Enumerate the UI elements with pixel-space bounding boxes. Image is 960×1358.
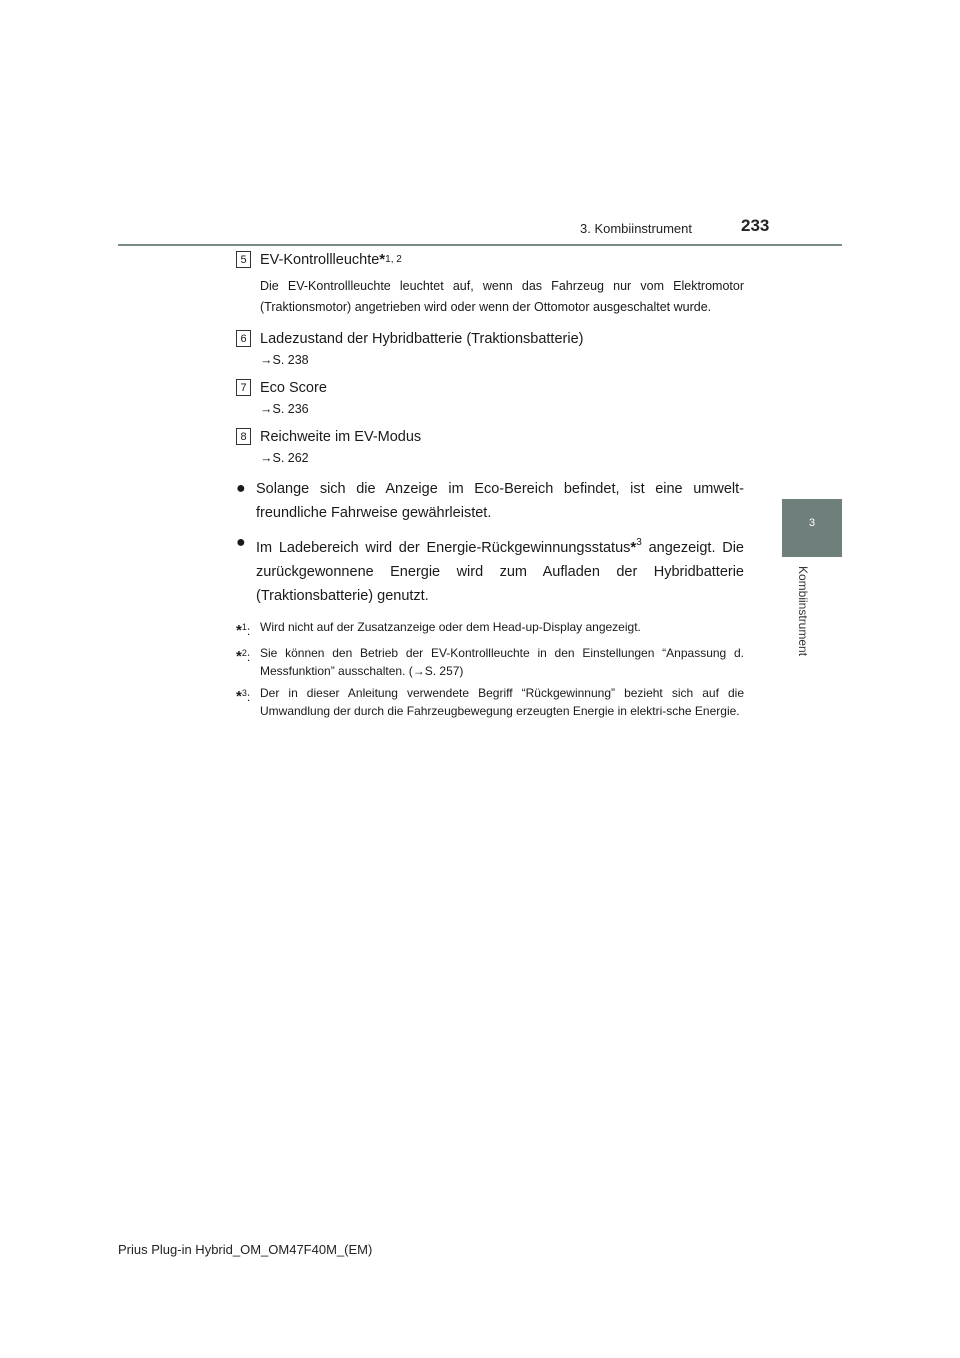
item-eco-score	[236, 379, 744, 416]
item-number: 7	[236, 379, 251, 396]
footnote-ref: 1, 2	[385, 254, 402, 265]
chapter-label: Kombiinstrument	[796, 566, 810, 657]
page-number: 233	[741, 216, 770, 235]
main-content	[236, 251, 744, 724]
bullet-text: Solange sich die Anzeige im Eco-Bereich befindet, ist eine umwelt-freundliche Fahrweise gewährleistet.	[256, 481, 744, 521]
footnote-star-icon: *	[236, 648, 242, 665]
footnote: *$^3$: Der in dieser Anleitung verwendete Begriff “Rückgewinnung” bezieht sich auf die Umwandlung der durch die Fahrzeugbewegung erzeugten Energie in elektri-sche Energie.	[236, 686, 744, 718]
item-number: 6	[236, 330, 251, 347]
item-title: Ladezustand der Hybridbatterie (Traktionsbatterie)	[260, 330, 584, 347]
item-ev-range	[236, 428, 744, 465]
item-title: Reichweite im EV-Modus	[260, 428, 422, 445]
footnote-text: Sie können den Betrieb der EV-Kontrollleuchte in den Einstellungen “Anpassung d. Messfunktion” ausschalten. (→S. 257)	[260, 646, 744, 678]
footnote-star-icon: *	[379, 251, 386, 268]
bullet-icon: ●	[236, 534, 246, 551]
page-reference: →S. 236	[260, 402, 309, 416]
bullet-item	[236, 477, 744, 525]
footnotes	[236, 618, 744, 720]
item-ev-indicator	[236, 251, 744, 318]
footnote-star-icon: *	[630, 539, 637, 556]
footnote-star-icon: *	[236, 622, 242, 639]
chapter-tab	[782, 499, 842, 557]
bullet-text: Im Ladebereich wird der Energie-Rückgewinnungsstatus*$^3$ angezeigt. Die zurückgewonnene Energie wird zum Aufladen der Hybridbatterie (Traktionsbatterie) genutzt.	[256, 537, 744, 604]
footnote: *$^2$: Sie können den Betrieb der EV-Kontrollleuchte in den Einstellungen “Anpassung d. Messfunktion” ausschalten. (→S. 257)	[236, 646, 744, 678]
bullet-icon: ●	[236, 480, 246, 497]
item-battery-charge	[236, 330, 744, 367]
header-divider	[118, 244, 842, 246]
page-reference: →S. 262	[260, 451, 309, 465]
item-title: EV-Kontrollleuchte	[260, 251, 380, 268]
item-number: 5	[236, 251, 251, 268]
footnote-text: Der in dieser Anleitung verwendete Begriff “Rückgewinnung” bezieht sich auf die Umwandlung der durch die Fahrzeugbewegung erzeugten Energie in elektri-sche Energie.	[260, 686, 744, 718]
footnote-star-icon: *	[236, 688, 242, 705]
chapter-number: 3	[808, 517, 816, 529]
footnote-ref: 3	[636, 537, 642, 548]
bullet-item	[236, 531, 744, 608]
item-title: Eco Score	[260, 379, 327, 396]
page-footer: Prius Plug-in Hybrid_OM_OM47F40M_(EM)	[118, 1242, 373, 1257]
section-title: 3. Kombiinstrument	[580, 221, 692, 236]
footnote: *$^1$: Wird nicht auf der Zusatzanzeige oder dem Head-up-Display angezeigt.	[236, 618, 744, 640]
footnote-text: Wird nicht auf der Zusatzanzeige oder dem Head-up-Display angezeigt.	[260, 620, 641, 634]
item-description: Die EV-Kontrollleuchte leuchtet auf, wenn das Fahrzeug nur vom Elektromotor (Traktionsmotor) angetrieben wird oder wenn der Ottomotor ausgeschaltet wurde.	[260, 279, 744, 314]
page-reference: →S. 238	[260, 353, 309, 367]
item-number: 8	[236, 428, 251, 445]
